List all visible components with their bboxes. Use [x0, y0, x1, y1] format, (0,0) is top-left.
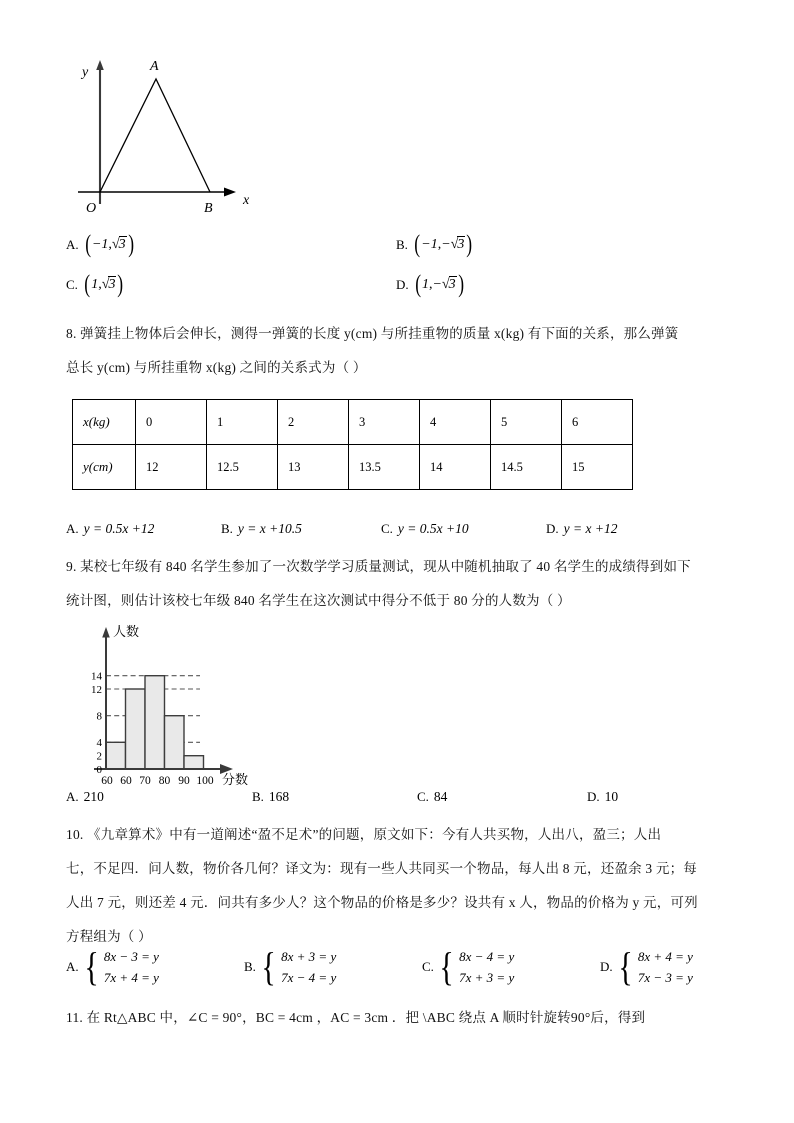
cell-y-2: 13 [278, 445, 349, 490]
comma: , [108, 237, 112, 252]
q8-data-table [72, 399, 633, 490]
label-origin: O [86, 201, 97, 216]
right-paren: ) [117, 271, 124, 298]
triangle-figure-svg [78, 52, 278, 217]
xtick-1: 60 [120, 775, 132, 786]
xtick-5: 100 [196, 775, 214, 786]
q10-option-d-system [638, 946, 693, 988]
q7-option-d[interactable] [396, 271, 465, 298]
q7-option-d-expr [414, 271, 465, 298]
q10-option-d-letter: D. [600, 959, 613, 974]
q10-stem-line-4: 方程组为（ ） [66, 929, 152, 944]
q11-number: 11. [66, 1010, 83, 1025]
ytick-12: 12 [91, 684, 102, 696]
q8-stem-line-1 [66, 318, 766, 349]
q7-option-b-letter: B. [396, 237, 408, 252]
right-paren: ) [466, 231, 473, 258]
cell-y-1: 12.5 [207, 445, 278, 490]
ytick-14: 14 [91, 670, 102, 683]
ytick-2: 2 [96, 750, 102, 763]
q10-number: 10. [66, 827, 84, 842]
q9-option-c-value: 84 [433, 789, 448, 804]
q7-option-c-expr [83, 271, 125, 298]
q7-option-b-sign: − [441, 237, 451, 253]
bar-70-80 [145, 676, 165, 769]
sqrt-group [102, 276, 117, 293]
q9-option-d-letter: D. [587, 789, 600, 804]
figure-histogram-scores [82, 614, 282, 786]
bar-60-70 [126, 689, 146, 769]
q8-option-b-expr: y = x +10.5 [237, 521, 302, 536]
xtick-0: 60 [101, 775, 113, 786]
q8-option-d-letter: D. [546, 521, 559, 536]
radical-sign: √ [111, 237, 120, 253]
left-paren: ( [84, 271, 91, 298]
q10-option-c-eq1: 8x − 4 = y [459, 949, 515, 964]
cell-x-6: 6 [562, 400, 633, 445]
q7-option-c-radicand: 3 [108, 277, 116, 293]
q10-option-b-letter: B. [244, 959, 256, 974]
q10-option-c[interactable] [422, 943, 600, 989]
q7-option-c-letter: C. [66, 277, 78, 292]
q10-option-c-system [459, 946, 514, 988]
q10-option-d-eq1: 8x + 4 = y [637, 949, 693, 964]
q9-option-c[interactable] [417, 789, 587, 805]
ytick-4: 4 [96, 737, 102, 750]
q9-option-b-letter: B. [252, 789, 264, 804]
q10-option-b-system [281, 946, 336, 988]
table-row-x [73, 400, 633, 445]
q7-option-d-sign: − [432, 277, 442, 293]
cell-y-0: 12 [136, 445, 207, 490]
radical-sign: √ [101, 277, 110, 293]
q8-options-row [66, 521, 766, 537]
radical-sign: √ [450, 237, 459, 253]
q9-stem-line-2: 统计图，则估计该校七年级 840 名学生在这次测试中得分不低于 80 分的人数为（ ） [66, 593, 571, 608]
y-axis-arrow [96, 60, 104, 70]
x-axis-arrow [224, 188, 236, 197]
cell-y-4: 14 [420, 445, 491, 490]
y-tick-labels [91, 671, 103, 776]
q10-text-1: 《九章算术》中有一道阐述“盈不足术”的问题，原文如下：今有人共买物，人出八，盈三；人出 [87, 827, 662, 842]
xtick-4: 90 [178, 775, 190, 786]
q7-option-d-letter: D. [396, 277, 409, 292]
left-paren: ( [84, 231, 91, 258]
comma: , [98, 277, 102, 292]
comma: , [437, 237, 442, 252]
q9-option-a-value: 210 [83, 789, 104, 804]
histogram-svg [82, 614, 282, 786]
q8-option-c-letter: C. [381, 521, 393, 536]
q10-option-b-eq2: 7x − 4 = y [281, 970, 337, 985]
q7-option-c[interactable] [66, 271, 396, 298]
q10-option-a[interactable] [66, 943, 244, 989]
q7-option-b-expr [413, 231, 474, 258]
histogram-bars [106, 676, 204, 769]
label-point-b: B [204, 201, 213, 216]
left-brace: { [84, 943, 99, 989]
q7-options-row-1 [66, 231, 766, 258]
left-brace: { [439, 943, 454, 989]
bar-80-90 [165, 716, 185, 769]
q9-option-a[interactable] [66, 789, 252, 805]
q9-option-d-value: 10 [604, 789, 619, 804]
q7-option-c-x: 1 [91, 277, 99, 292]
sqrt-group [441, 236, 465, 253]
q10-stem-line-1 [66, 819, 781, 850]
bar-60-60 [106, 742, 126, 769]
q11-text-1: 在 Rt△ABC 中，∠C = 90°，BC = 4cm ，AC = 3cm ．把 \ABC 绕点 A 顺时针旋转90°后，得到 [86, 1010, 646, 1025]
row-header-x: x(kg) [73, 400, 136, 445]
xtick-2: 70 [139, 775, 151, 786]
q8-option-b-letter: B. [221, 521, 233, 536]
q8-option-c-expr: y = 0.5x +10 [397, 521, 469, 536]
q8-option-a[interactable] [66, 521, 221, 537]
q7-option-b-radicand: 3 [457, 237, 465, 253]
comma: , [428, 277, 433, 292]
q9-option-b[interactable] [252, 789, 417, 805]
q7-option-d-radicand: 3 [448, 277, 456, 293]
q7-option-a-radicand: 3 [118, 237, 126, 253]
cell-x-5: 5 [491, 400, 562, 445]
q8-option-b[interactable] [221, 521, 381, 537]
left-brace: { [261, 943, 276, 989]
q7-option-a-x: −1 [91, 237, 109, 252]
q10-option-b[interactable] [244, 943, 422, 989]
q8-option-d[interactable] [546, 521, 617, 537]
q8-option-a-expr: y = 0.5x +12 [83, 521, 155, 536]
left-paren: ( [414, 231, 421, 258]
cell-x-2: 2 [278, 400, 349, 445]
label-x: x [243, 193, 250, 208]
q9-option-b-value: 168 [268, 789, 290, 804]
y-axis-title: 人数 [113, 624, 140, 639]
q7-option-a-letter: A. [66, 237, 79, 252]
label-y: y [82, 65, 89, 80]
figure-triangle-on-axes [78, 52, 278, 217]
q9-number: 9. [66, 559, 77, 574]
row-header-y: y(cm) [73, 445, 136, 490]
q10-option-d[interactable] [600, 943, 693, 989]
x-tick-labels [101, 775, 214, 786]
q10-option-a-system [104, 946, 159, 988]
bar-90-100 [184, 756, 204, 769]
left-paren: ( [414, 271, 421, 298]
cell-y-5: 14.5 [491, 445, 562, 490]
cell-x-4: 4 [420, 400, 491, 445]
q8-number: 8. [66, 326, 77, 341]
q10-option-a-letter: A. [66, 959, 79, 974]
q7-option-d-x: 1 [421, 277, 429, 292]
q10-option-a-eq1: 8x − 3 = y [103, 949, 159, 964]
q9-text-1: 某校七年级有 840 名学生参加了一次数学学习质量测试，现从中随机抽取了 40 名学生的成绩得到如下 [80, 559, 691, 574]
q10-option-b-eq1: 8x + 3 = y [281, 949, 337, 964]
table-row-y [73, 445, 633, 490]
cell-x-3: 3 [349, 400, 420, 445]
q9-option-a-letter: A. [66, 789, 79, 804]
cell-y-3: 13.5 [349, 445, 420, 490]
cell-x-1: 1 [207, 400, 278, 445]
q7-options-row-2 [66, 271, 766, 298]
q10-option-a-eq2: 7x + 4 = y [103, 970, 159, 985]
xtick-3: 80 [158, 775, 171, 786]
label-apex-a: A [150, 59, 159, 74]
q9-stem-line-1 [66, 551, 776, 582]
triangle-oab [100, 79, 210, 192]
q10-stem-line-3: 人出 7 元，则还差 4 元．问共有多少人？这个物品的价格是多少？设共有 x 人，物品的价格为 y 元，可列 [66, 895, 698, 910]
q9-option-d[interactable] [587, 789, 618, 805]
q8-option-d-expr: y = x +12 [563, 521, 618, 536]
right-paren: ) [127, 231, 134, 258]
q9-option-c-letter: C. [417, 789, 429, 804]
q8-option-a-letter: A. [66, 521, 79, 536]
ytick-0: 0 [96, 764, 102, 776]
q8-stem-line-2: 总长 y(cm) 与所挂重物 x(kg) 之间的关系式为（ ） [66, 360, 367, 375]
q10-option-c-letter: C. [422, 959, 434, 974]
q10-options-row [66, 943, 776, 989]
cell-x-0: 0 [136, 400, 207, 445]
radical-sign: √ [441, 277, 450, 293]
ytick-8: 8 [96, 710, 102, 723]
q7-option-b-x: −1 [421, 237, 438, 252]
q10-option-d-eq2: 7x − 3 = y [637, 970, 693, 985]
cell-y-6: 15 [562, 445, 633, 490]
sqrt-group [112, 236, 127, 253]
q10-stem-line-2: 七，不足四．问人数，物价各几何？译文为：现有一些人共同买一个物品，每人出 8 元，还盈余 3 元；每 [66, 861, 697, 876]
sqrt-group [432, 276, 456, 293]
q9-options-row [66, 789, 766, 805]
y-axis-arrow [102, 627, 110, 638]
q8-text-1: 弹簧挂上物体后会伸长，测得一弹簧的长度 y(cm) 与所挂重物的质量 x(kg) 有下面的关系，那么弹簧 [80, 326, 679, 341]
right-paren: ) [457, 271, 464, 298]
q10-option-c-eq2: 7x + 3 = y [459, 970, 515, 985]
q7-option-a-expr [84, 231, 135, 258]
left-brace: { [618, 943, 633, 989]
x-axis-title: 分数 [222, 772, 249, 786]
q11-stem-line-1 [66, 1002, 781, 1033]
q8-option-c[interactable] [381, 521, 546, 537]
q7-option-b[interactable] [396, 231, 474, 258]
q7-option-a[interactable] [66, 231, 396, 258]
